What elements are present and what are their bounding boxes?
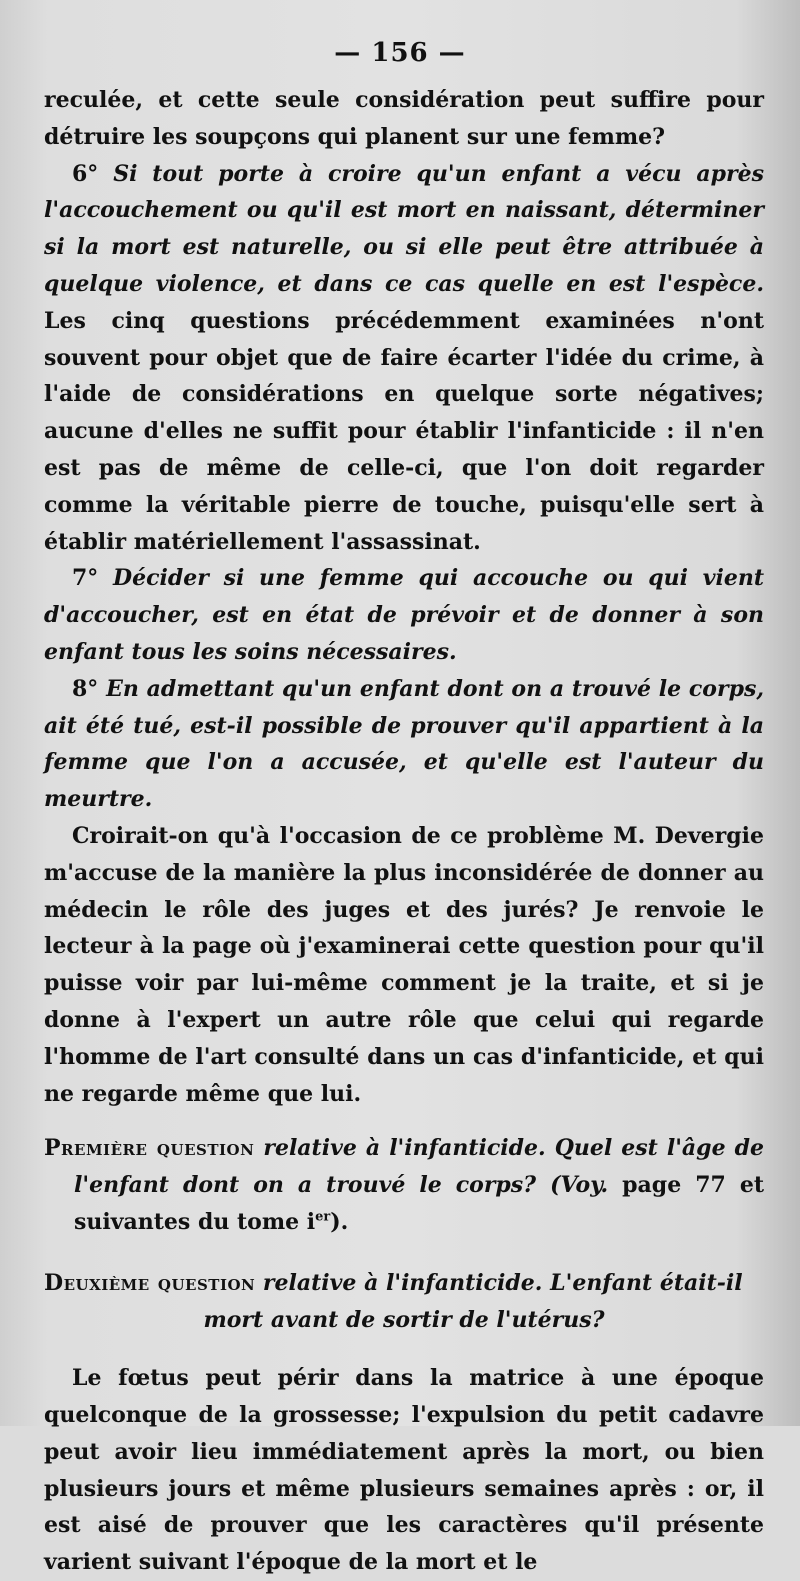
section-reference: page 77 et suivantes du tome i <box>74 1172 764 1235</box>
item-number: 7° <box>72 565 114 592</box>
item-number: 6° <box>72 160 114 187</box>
section-label: Deuxième question <box>44 1269 256 1296</box>
page-body <box>44 82 764 1581</box>
paragraph-item-7 <box>44 560 764 670</box>
section-label: Première question <box>44 1135 255 1162</box>
voy-abbrev: Voy. <box>560 1172 609 1199</box>
item-question: Si tout porte à croire qu'un enfant a vécu après l'accouchement ou qu'il est mort en naissant, déterminer si la mort est naturelle, ou si elle peut être attribuée à quelque violence, et dans ce cas quelle en est l'espèce. <box>44 160 764 297</box>
paragraph-continuation: reculée, et cette seule considération peut suffire pour détruire les soupçons qui planent sur une femme? <box>44 87 764 150</box>
item-question: En admettant qu'un enfant dont on a trouvé le corps, ait été tué, est-il possible de prouver qu'il appartient à la femme que l'on a accusée, et qu'elle est l'auteur du meurtre. <box>44 675 764 813</box>
paragraph-item-6 <box>44 156 764 561</box>
paragraph-devergie: Croirait-on qu'à l'occasion de ce problème M. Devergie m'accuse de la manière la plus inconsidérée de donner au médecin le rôle des juges et des jurés? Je renvoie le lecteur à la page où j'examinerai cette question pour qu'il puisse voir par lui-même comment je la traite, et si je donne à l'expert un autre rôle que celui qui regarde l'homme de l'art consulté dans un cas d'infanticide, et qui ne regarde même que lui. <box>44 822 764 1107</box>
section-close: ). <box>330 1208 349 1235</box>
page-number: — 156 — <box>334 38 466 68</box>
paragraph-item-8 <box>44 671 764 818</box>
section-title-line2: mort avant de sortir de l'utérus? <box>203 1306 605 1333</box>
item-number: 8° <box>72 675 107 702</box>
section-heading-second-question <box>44 1265 764 1339</box>
superscript: er <box>315 1209 331 1225</box>
section-title: relative à l'infanticide. Quel est l'âge de l'enfant dont on a trouvé le corps? ( <box>74 1135 764 1199</box>
section-title: relative à l'infanticide. L'enfant était-il <box>255 1269 743 1296</box>
section-heading-first-question <box>44 1130 764 1240</box>
item-text: Les cinq questions précédemment examinées n'ont souvent pour objet que de faire écarter l'idée du crime, à l'aide de considérations en quelque sorte négatives; aucune d'elles ne suffit pour établir l'infanticide : il n'en est pas de même de celle-ci, que l'on doit regarder comme la véritable pierre de touche, puisqu'elle sert à établir matériellement l'assassinat. <box>44 307 764 555</box>
item-question: Décider si une femme qui accouche ou qui vient d'accoucher, est en état de prévoir et de donner à son enfant tous les soins nécessaires. <box>44 565 764 665</box>
paragraph-foetus: Le fœtus peut périr dans la matrice à une époque quelconque de la grossesse; l'expulsion du petit cadavre peut avoir lieu immédiatement après la mort, ou bien plusieurs jours et même plusieurs semaines après : or, il est aisé de prouver que les caractères qu'il présente varient suivant l'époque de la mort et le <box>44 1365 764 1576</box>
